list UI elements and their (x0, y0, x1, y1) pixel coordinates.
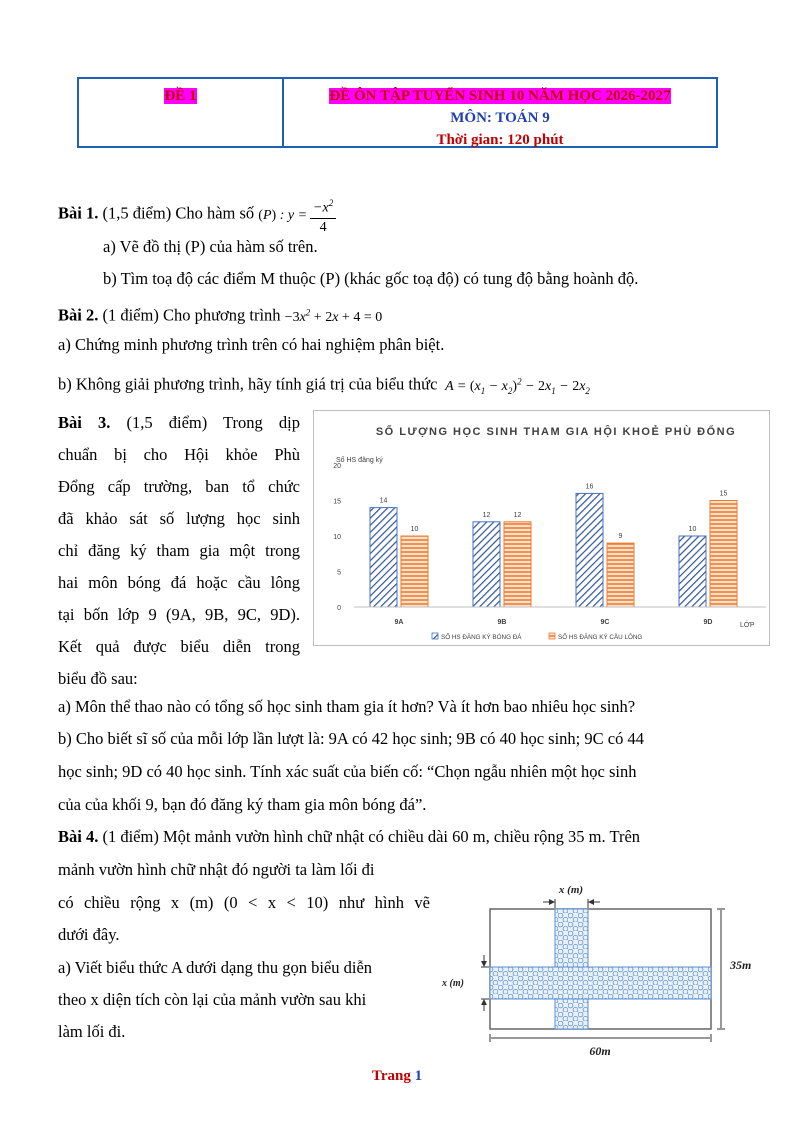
data-label: 12 (513, 511, 522, 519)
page-footer (0, 1068, 794, 1085)
y-tick-label: 5 (337, 569, 341, 577)
y-tick-label: 0 (337, 605, 341, 612)
bar-chart-svg (314, 411, 771, 647)
bar-9A-badminton (401, 536, 428, 607)
data-label: 10 (688, 526, 697, 533)
bai2-expression: $A = (x_1 - x_2)^2 - 2x_1 - 2x_2$ (441, 376, 590, 396)
bai4-part-a-line3: làm lối đi. (58, 1022, 126, 1041)
chart-title: SỐ LƯỢNG HỌC SINH THAM GIA HỘI KHOẺ PHÙ ĐỔNG (375, 426, 737, 438)
bai3-line-7: Kết quả được biểu diễn trong (58, 637, 300, 656)
bai2-label: Bài 2. (58, 305, 99, 325)
bai1-part-a: a) Vẽ đồ thị (P) của hàm số trên. (103, 237, 318, 256)
bai2-part-a: a) Chứng minh phương trình trên có hai nghiệm phân biệt. (58, 335, 445, 354)
bai2-part-b-text: b) Không giải phương trình, hãy tính giá trị của biểu thức (58, 374, 438, 394)
data-label: 12 (482, 511, 491, 519)
bai4-part-a-line2: theo x diện tích còn lại của mảnh vườn sau khi (58, 990, 367, 1009)
bai3-part-a: a) Môn thể thao nào có tổng số học sinh tham gia ít hơn? Và ít hơn bao nhiêu học sinh? (58, 697, 636, 716)
bai4-line1: (1 điểm) Một mảnh vườn hình chữ nhật có chiều dài 60 m, chiều rộng 35 m. Trên (102, 827, 641, 846)
chart-data-labels (380, 483, 728, 540)
bai4-line4: dưới đây. (58, 925, 120, 944)
header-code-cell (79, 79, 284, 146)
bar-9A-football (370, 508, 397, 607)
x-tick-label: 9D (703, 619, 713, 626)
chart-xlabel: LỚP (740, 622, 755, 629)
bai1-part-b: b) Tìm toạ độ các điểm M thuộc (P) (khác gốc toạ độ) có tung độ bằng hoành độ. (103, 269, 639, 288)
bar-9C-badminton (607, 543, 634, 607)
bar-9D-badminton (710, 501, 737, 608)
bai3-label: Bài 3. (58, 413, 111, 432)
bai3-line-5: hai môn bóng đá hoặc cầu lông (58, 573, 300, 592)
bai3-line-2: Đổng cấp trường, ban tổ chức (58, 477, 300, 496)
bai4-line3: có chiều rộng x (m) (0 < x < 10) như hình vẽ (58, 893, 430, 912)
bai3-line-8: biểu đồ sau: (58, 669, 138, 688)
bai1-intro-text: (1,5 điểm) Cho hàm số (102, 203, 255, 223)
bar-9D-football (679, 536, 706, 607)
bai4-line2: mảnh vườn hình chữ nhật đó người ta làm lối đi (58, 860, 375, 879)
legend-swatch (549, 633, 555, 639)
garden-figure (438, 877, 778, 1062)
horizontal-path (490, 967, 711, 999)
y-tick-label: 15 (333, 498, 341, 506)
bai3-part-b-line1: b) Cho biết sĩ số của mỗi lớp lần lượt là: 9A có 42 học sinh; 9B có 40 học sinh; 9C có 44 (58, 729, 644, 748)
garden-svg (438, 877, 778, 1062)
data-label: 16 (585, 483, 594, 491)
bai2-intro (58, 301, 382, 329)
bai4-part-a-line1: a) Viết biểu thức A dưới dạng thu gọn biểu diễn (58, 958, 373, 977)
x-tick-label: 9C (600, 619, 610, 626)
chart-ylabel: Số HS đăng ký (336, 457, 383, 464)
label-length: 60m (589, 1044, 611, 1058)
label-top-x: x (m) (558, 884, 584, 896)
bai3-line-0: (1,5 điểm) Trong dịp (126, 413, 301, 432)
legend-label: SỐ HS ĐĂNG KÝ CẦU LÔNG (558, 634, 643, 641)
bai3-line-3: đã khảo sát số lượng học sinh (58, 509, 300, 528)
chart-xticks (395, 619, 713, 626)
bai4-label: Bài 4. (58, 827, 99, 846)
y-tick-label: 20 (333, 463, 341, 470)
label-left-x: x (m) (442, 978, 464, 989)
bar-9C-football (576, 493, 603, 607)
bai3-line-4: chỉ đăng ký tham gia một trong (58, 541, 300, 560)
exam-time: Thời gian: 120 phút (436, 132, 564, 148)
data-label: 9 (618, 533, 623, 541)
data-label: 10 (410, 526, 419, 533)
data-label: 15 (719, 490, 728, 498)
exam-title: ĐỀ ÔN TẬP TUYỂN SINH 10 NĂM HỌC 2026-2027 (329, 88, 671, 104)
bar-chart (313, 410, 770, 646)
exam-code: ĐỀ 1 (164, 88, 197, 104)
chart-yticks (333, 463, 341, 612)
footer-page-number: 1 (414, 1068, 423, 1084)
legend-swatch (432, 633, 438, 639)
bai4-intro (58, 826, 640, 848)
bai2-equation: $-3x^2 + 2x + 4 = 0$ (284, 307, 383, 325)
bai3-paragraph (58, 407, 300, 695)
label-width: 35m (730, 958, 752, 972)
bar-9B-badminton (504, 522, 531, 607)
bai3-line-1: chuẩn bị cho Hội khỏe Phù (58, 445, 300, 464)
bai3-part-b-line2: học sinh; 9D có 40 học sinh. Tính xác suất của biến cố: “Chọn ngẫu nhiên một học sinh (58, 762, 637, 781)
bai2-part-b (58, 370, 590, 401)
footer-word: Trang (371, 1068, 411, 1084)
bai3-part-b-line3: của của khối 9, bạn đó đăng ký tham gia môn bóng đá”. (58, 795, 427, 814)
x-tick-label: 9A (394, 619, 404, 626)
y-tick-label: 10 (333, 534, 341, 541)
chart-legend (432, 631, 642, 641)
exam-subject: MÔN: TOÁN 9 (450, 110, 550, 126)
chart-bars (370, 490, 737, 607)
bai1-intro (58, 194, 336, 237)
bai3-line-6: tại bốn lớp 9 (9A, 9B, 9C, 9D). (58, 605, 300, 624)
header-table (77, 77, 718, 148)
bai1-formula: (P) : y = $\frac{-x^2}{4}$ (258, 208, 336, 223)
legend-label: SỐ HS ĐĂNG KÝ BÓNG ĐÁ (441, 634, 522, 641)
header-title-cell (284, 79, 716, 146)
bai1-label: Bài 1. (58, 203, 99, 223)
x-tick-label: 9B (497, 619, 507, 626)
bai2-intro-text: (1 điểm) Cho phương trình (102, 305, 281, 325)
bar-9B-football (473, 522, 500, 607)
data-label: 14 (379, 497, 388, 505)
